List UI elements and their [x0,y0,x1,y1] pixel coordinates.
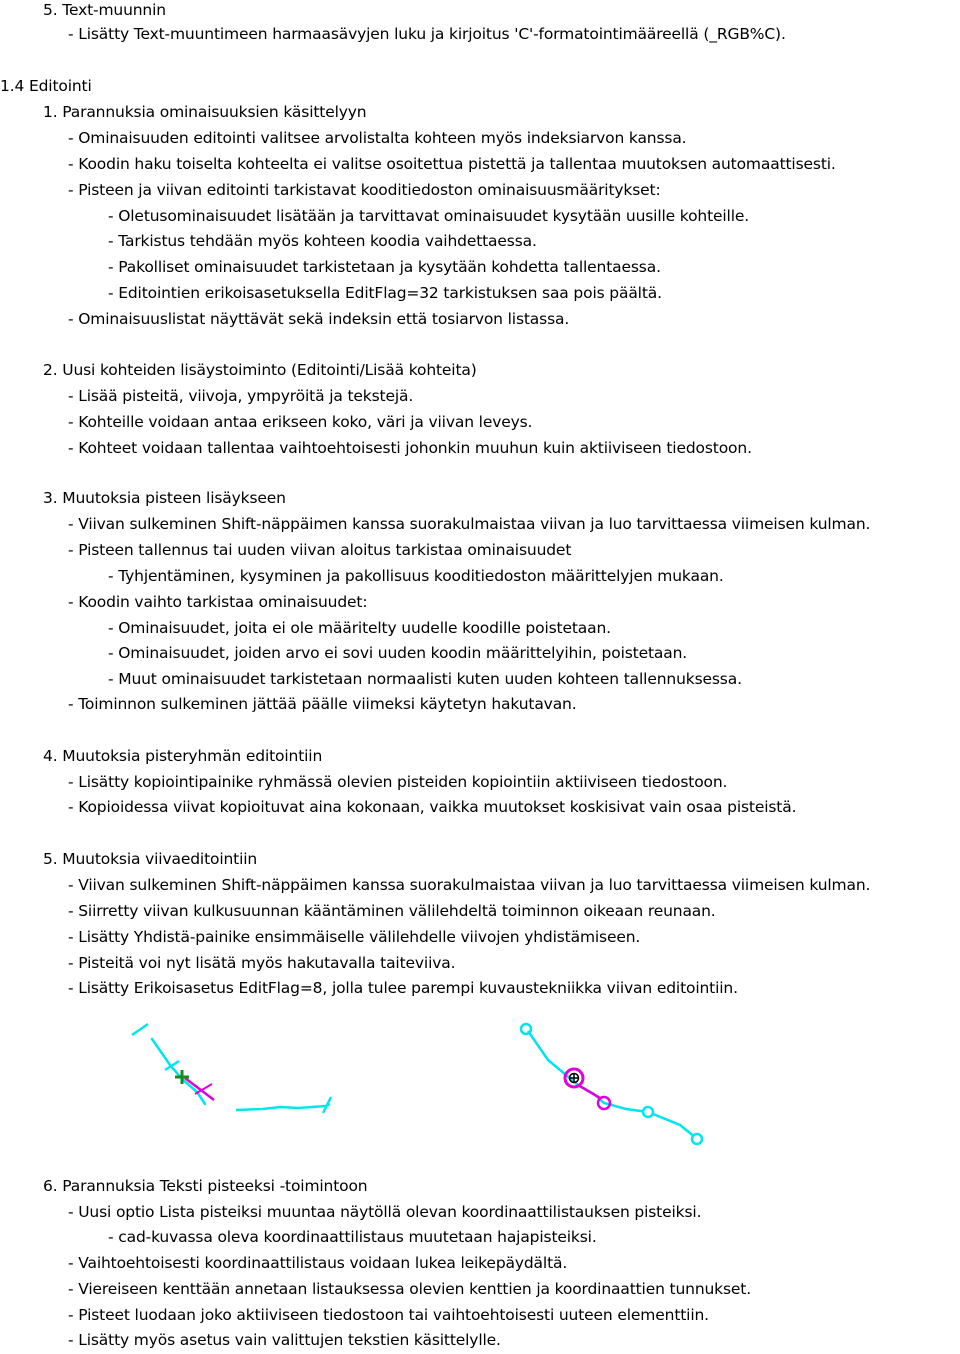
list-item: - Viereiseen kenttään annetaan listauksessa olevien kenttien ja koordinaattien tunnukset. [68,1280,752,1298]
list-item: - Kohteille voidaan antaa erikseen koko, väri ja viivan leveys. [68,413,533,431]
sub-list-item: - Tarkistus tehdään myös kohteen koodia vaihdettaessa. [108,232,537,250]
section-heading-2: 2. Uusi kohteiden lisäystoiminto (Editointi/Lisää kohteita) [43,361,477,379]
list-item: - Pisteet luodaan joko aktiiviseen tiedostoon tai vaihtoehtoisesti uuteen elementtiin. [68,1306,709,1324]
list-item: - Lisää pisteitä, viivoja, ympyröitä ja tekstejä. [68,387,414,405]
heading-text-muunnin: 5. Text-muunnin [43,1,166,19]
list-item: - Koodin vaihto tarkistaa ominaisuudet: [68,593,368,611]
sub-list-item: - cad-kuvassa oleva koordinaattilistaus muutetaan hajapisteiksi. [108,1228,597,1246]
list-item: - Kohteet voidaan tallentaa vaihtoehtoisesti johonkin muuhun kuin aktiiviseen tiedostoon. [68,439,752,457]
list-item: - Viivan sulkeminen Shift-näppäimen kanssa suorakulmaistaa viivan ja luo tarvittaessa viimeisen kulman. [68,876,871,894]
section-heading-3: 3. Muutoksia pisteen lisäykseen [43,489,286,507]
sub-list-item: - Muut ominaisuudet tarkistetaan normaalisti kuten uuden kohteen tallennuksessa. [108,670,742,688]
line-edit-illustration [0,1010,960,1150]
right-polyline [528,1031,696,1138]
list-item: - Vaihtoehtoisesti koordinaattilistaus voidaan lukea leikepäydältä. [68,1254,568,1272]
sub-list-item: - Ominaisuudet, joiden arvo ei sovi uuden koodin määrittelyihin, poistetaan. [108,644,688,662]
section-heading-6: 6. Parannuksia Teksti pisteeksi -toimintoon [43,1177,368,1195]
sub-list-item: - Tyhjentäminen, kysyminen ja pakollisuus kooditiedoston määrittelyjen mukaan. [108,567,724,585]
sub-list-item: - Oletusominaisuudet lisätään ja tarvittavat ominaisuudet kysytään uusille kohteille. [108,207,750,225]
list-item: - Pisteen ja viivan editointi tarkistavat kooditiedoston ominaisuusmääritykset: [68,181,661,199]
right-end-vertex [692,1134,702,1144]
list-item: - Lisätty kopiointipainike ryhmässä olevien pisteiden kopiointiin aktiiviseen tiedostoon. [68,773,728,791]
section-heading-5: 5. Muutoksia viivaeditointiin [43,850,258,868]
right-vertex [643,1107,653,1117]
list-item: - Uusi optio Lista pisteiksi muuntaa näytöllä olevan koordinaattilistauksen pisteiksi. [68,1203,702,1221]
section-heading-4: 4. Muutoksia pisteryhmän editointiin [43,747,323,765]
left-polyline-tail [236,1104,330,1110]
list-item: - Pisteen tallennus tai uuden viivan aloitus tarkistaa ominaisuudet [68,541,572,559]
list-item: - Lisätty Text-muuntimeen harmaasävyjen luku ja kirjoitus 'C'-formatointimääreellä (_RGB%C). [68,25,786,43]
list-item: - Viivan sulkeminen Shift-näppäimen kanssa suorakulmaistaa viivan ja luo tarvittaessa viimeisen kulman. [68,515,871,533]
chapter-title: 1.4 Editointi [0,77,92,95]
list-item: - Siirretty viivan kulkusuunnan kääntäminen välilehdeltä toiminnon oikeaan reunaan. [68,902,716,920]
list-item: - Ominaisuuslistat näyttävät sekä indeksin että tosiarvon listassa. [68,310,570,328]
edit-segment [578,1085,600,1098]
sub-list-item: - Ominaisuudet, joita ei ole määritelty uudelle koodille poistetaan. [108,619,611,637]
list-item: - Lisätty Erikoisasetus EditFlag=8, jolla tulee parempi kuvaustekniikka viivan editointiin. [68,979,738,997]
list-item: - Kopioidessa viivat kopioituvat aina kokonaan, vaikka muutokset koskisivat vain osaa pisteistä. [68,798,797,816]
right-start-vertex [521,1024,531,1034]
left-polyline [152,1039,205,1104]
list-item: - Pisteitä voi nyt lisätä myös hakutavalla taiteviiva. [68,954,456,972]
list-item: - Toiminnon sulkeminen jättää päälle viimeksi käytetyn hakutavan. [68,695,577,713]
sub-list-item: - Editointien erikoisasetuksella EditFlag=32 tarkistuksen saa pois päältä. [108,284,662,302]
left-line-drawing [132,1024,331,1113]
crosshair-icon [569,1073,579,1083]
section-heading-1: 1. Parannuksia ominaisuuksien käsittelyyn [43,103,367,121]
list-item: - Koodin haku toiselta kohteelta ei valitse osoitettua pistettä ja tallentaa muutoksen automaattisesti. [68,155,836,173]
list-item: - Ominaisuuden editointi valitsee arvolistalta kohteen myös indeksiarvon kanssa. [68,129,687,147]
left-start-tick [132,1024,148,1035]
list-item: - Lisätty myös asetus vain valittujen tekstien käsittelylle. [68,1331,501,1349]
list-item: - Lisätty Yhdistä-painike ensimmäiselle välilehdelle viivojen yhdistämiseen. [68,928,641,946]
sub-list-item: - Pakolliset ominaisuudet tarkistetaan ja kysytään kohdetta tallentaessa. [108,258,661,276]
right-line-drawing [521,1024,702,1144]
